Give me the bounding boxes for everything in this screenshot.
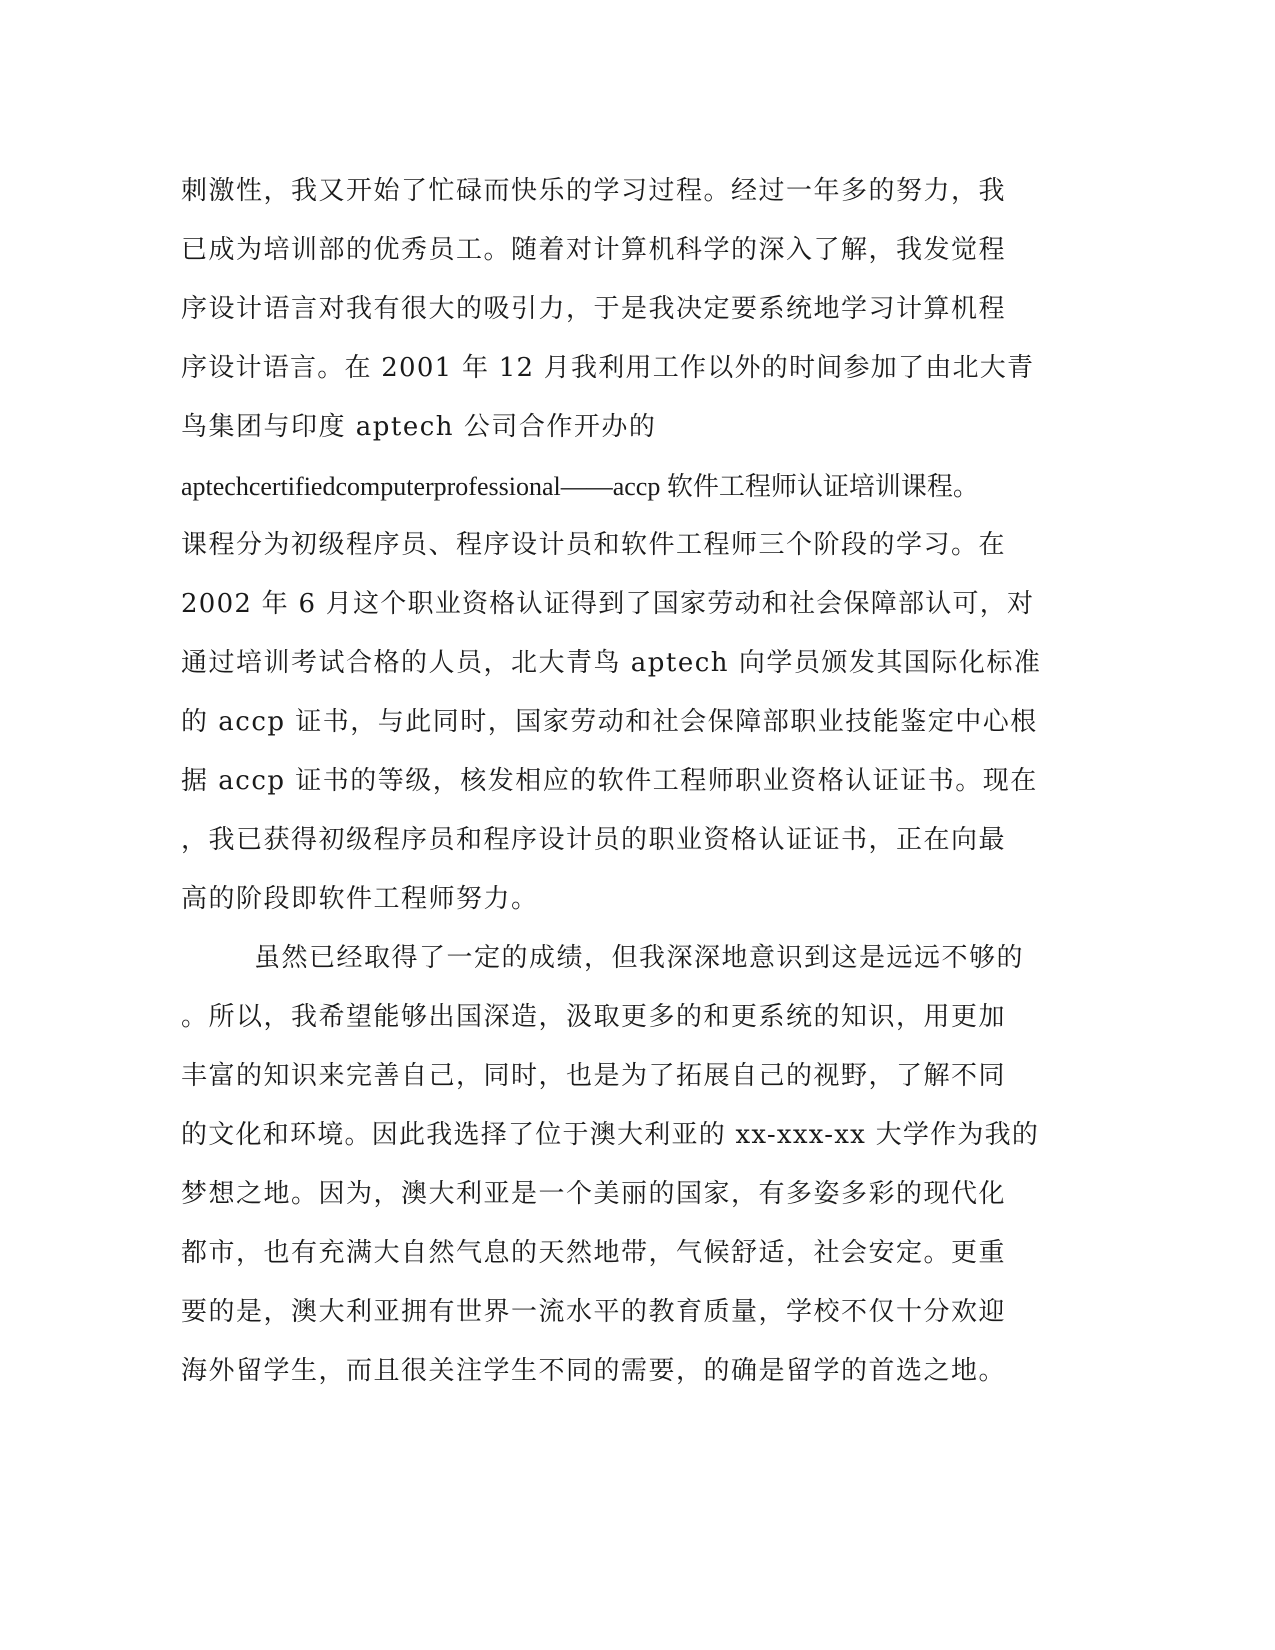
text-line: 序设计语言。在 2001 年 12 月我利用工作以外的时间参加了由北大青 <box>181 353 1035 383</box>
text-line: 2002 年 6 月这个职业资格认证得到了国家劳动和社会保障部认可，对 <box>181 589 1035 619</box>
text-line: 的 accp 证书，与此同时，国家劳动和社会保障部职业技能鉴定中心根 <box>181 707 1038 737</box>
text-line: 通过培训考试合格的人员，北大青鸟 aptech 向学员颁发其国际化标准 <box>181 648 1042 678</box>
text-line: 鸟集团与印度 aptech 公司合作开办的 <box>181 412 657 442</box>
text-line: 高的阶段即软件工程师努力。 <box>181 884 539 914</box>
text-line: 丰富的知识来完善自己，同时，也是为了拓展自己的视野，了解不同 <box>181 1061 1007 1091</box>
text-line: 已成为培训部的优秀员工。随着对计算机科学的深入了解，我发觉程 <box>181 235 1007 265</box>
text-line: 据 accp 证书的等级，核发相应的软件工程师职业资格认证证书。现在 <box>181 766 1038 796</box>
text-line: 的文化和环境。因此我选择了位于澳大利亚的 xx-xxx-xx 大学作为我的 <box>181 1120 1040 1150</box>
text-line: 刺激性，我又开始了忙碌而快乐的学习过程。经过一年多的努力，我 <box>181 176 1007 206</box>
text-line: 序设计语言对我有很大的吸引力，于是我决定要系统地学习计算机程 <box>181 294 1007 324</box>
text-line: 梦想之地。因为，澳大利亚是一个美丽的国家，有多姿多彩的现代化 <box>181 1179 1007 1209</box>
text-line: 。所以，我希望能够出国深造，汲取更多的和更系统的知识，用更加 <box>181 1002 1007 1032</box>
text-line: ，我已获得初级程序员和程序设计员的职业资格认证证书，正在向最 <box>181 825 1007 855</box>
body-text <box>181 162 1041 1401</box>
text-line: 课程分为初级程序员、程序设计员和软件工程师三个阶段的学习。在 <box>181 530 1007 560</box>
paragraph-start-line: 虽然已经取得了一定的成绩，但我深深地意识到这是远远不够的 <box>254 943 1025 973</box>
text-line: 海外留学生，而且很关注学生不同的需要，的确是留学的首选之地。 <box>181 1356 1007 1386</box>
text-line: 要的是，澳大利亚拥有世界一流水平的教育质量，学校不仅十分欢迎 <box>181 1297 1007 1327</box>
text-line: 都市，也有充满大自然气息的天然地带，气候舒适，社会安定。更重 <box>181 1238 1007 1268</box>
text-line: aptechcertifiedcomputerprofessional——accp 软件工程师认证培训课程。 <box>181 472 979 501</box>
